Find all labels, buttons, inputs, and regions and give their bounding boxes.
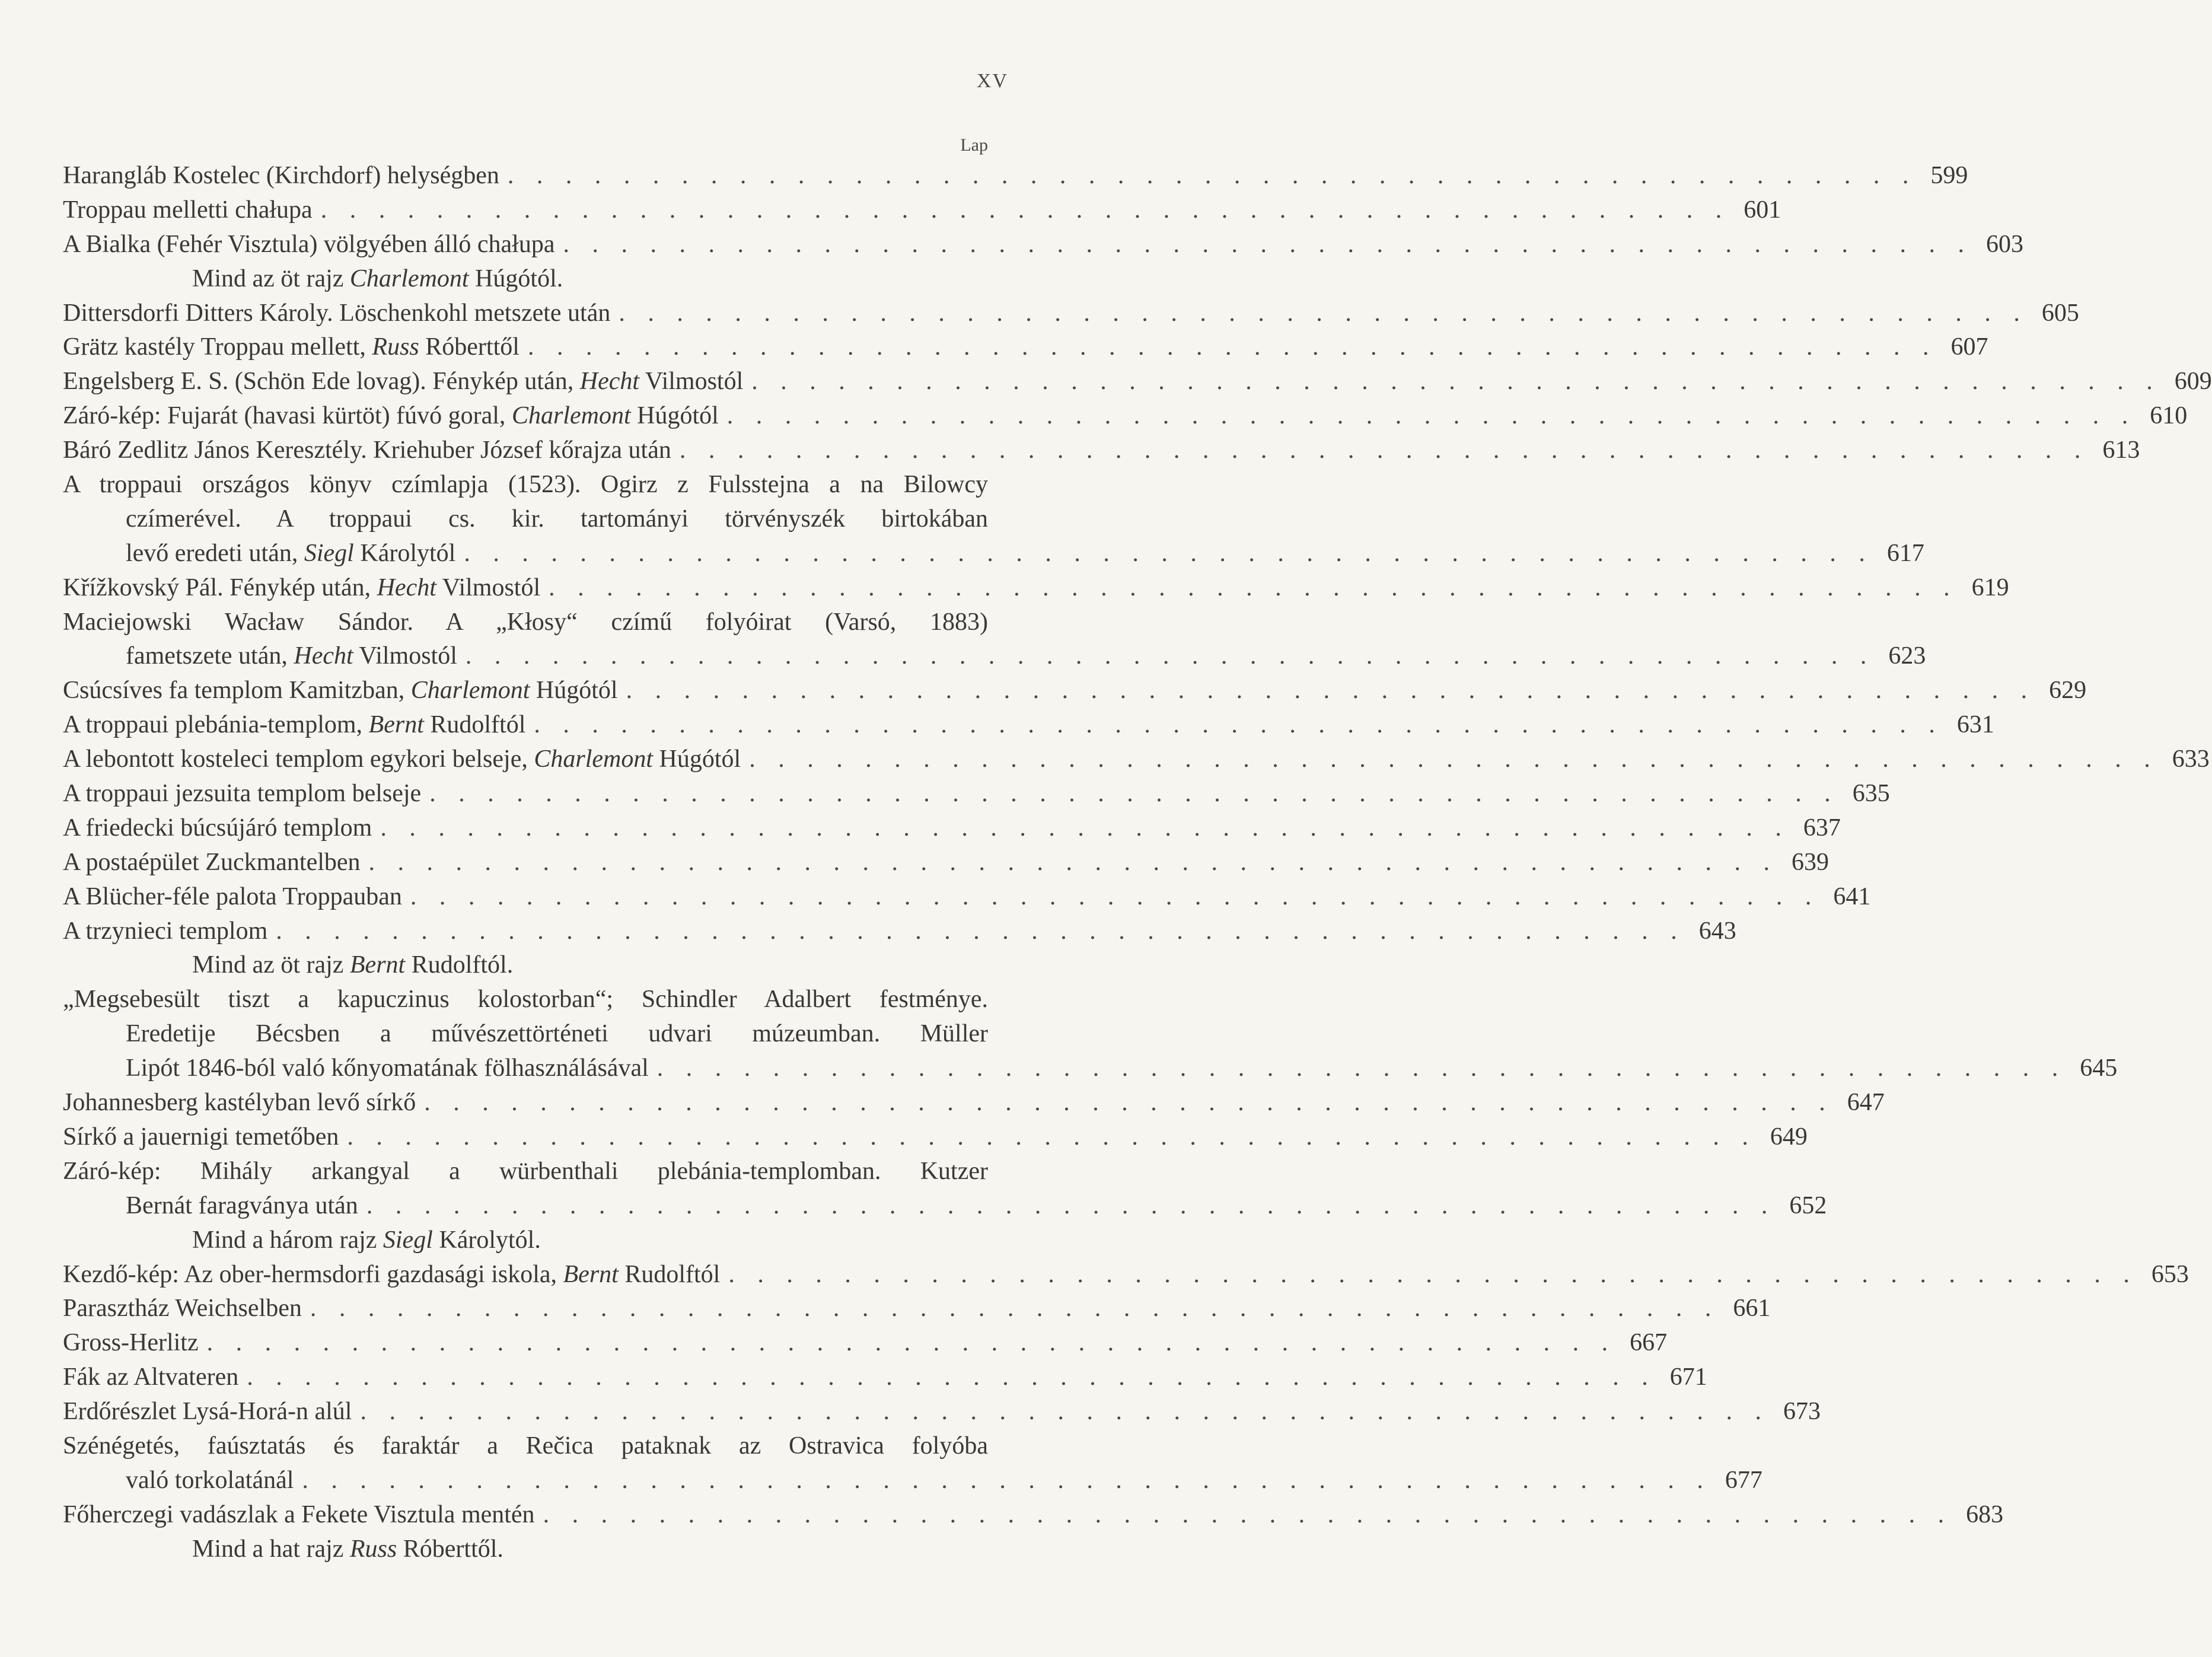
list-item — [63, 1498, 2004, 1532]
page-reference: 652 — [1789, 1191, 1827, 1219]
page-reference: 641 — [1833, 882, 1871, 910]
item-title — [63, 159, 499, 193]
dot-leader: . . . . . . . . . . . . . . . . . . . . . . . . . . . . . . . . . . . . . . . . . . . . . . . . . — [424, 1089, 1834, 1117]
page-reference: 635 — [1852, 780, 1890, 808]
title-suffix: Róberttől — [419, 333, 519, 361]
title-text: Engelsberg E. S. (Schön Ede lovag). Fénykép után, — [63, 368, 580, 396]
list-item — [63, 193, 1781, 228]
title-text: Eredetije Bécsben a művészettörténeti udvari múzeumban. Müller — [126, 1020, 988, 1048]
list-item — [63, 1326, 1668, 1360]
title-text: levő eredeti után, — [126, 539, 304, 567]
list-item-line — [63, 606, 988, 640]
title-text: „Megsebesült tiszt a kapuczinus kolostorban“; Schindler Adalbert festménye. — [63, 986, 988, 1014]
list-item — [63, 777, 1890, 811]
item-title — [63, 434, 671, 468]
item-title — [63, 1498, 535, 1532]
title-text: Mind az öt rajz — [192, 265, 350, 292]
title-text: Mind a hat rajz — [192, 1535, 350, 1563]
page-reference: 619 — [1971, 573, 2009, 601]
title-text: Gross-Herlitz — [63, 1329, 199, 1357]
title-text: A Blücher-féle palota Troppauban — [63, 882, 402, 910]
item-title — [63, 880, 402, 914]
item-title — [63, 1326, 199, 1360]
title-suffix: Húgótól — [530, 677, 618, 705]
item-title — [63, 914, 267, 949]
artist-name: Charlemont — [534, 745, 654, 773]
page-reference: 599 — [1930, 162, 1968, 189]
title-text: Sírkő a jauernigi temetőben — [63, 1123, 339, 1151]
dot-leader: . . . . . . . . . . . . . . . . . . . . . . . . . . . . . . . . . . . . . . . . . . . . . . . . . — [465, 642, 1875, 670]
page-reference: 610 — [2150, 402, 2188, 430]
page-reference: 673 — [1783, 1398, 1821, 1426]
item-title — [126, 1020, 988, 1047]
credit-line — [63, 1223, 988, 1258]
item-title — [63, 846, 361, 880]
dot-leader: . . . . . . . . . . . . . . . . . . . . . . . . . . . . . . . . . . . . . . . . . . . . . . . . . — [410, 882, 1820, 910]
title-text: Bernát faragványa után — [126, 1191, 358, 1219]
dot-leader: . . . . . . . . . . . . . . . . . . . . . . . . . . . . . . . . . . . . . . . . . . . . . . . . . — [360, 1398, 1770, 1426]
dot-leader: . . . . . . . . . . . . . . . . . . . . . . . . . . . . . . . . . . . . . . . . . . . . . . . . . — [619, 299, 2028, 327]
list-item-line — [63, 639, 1926, 674]
page-reference: 629 — [2049, 677, 2087, 705]
item-title — [63, 571, 540, 606]
title-text: Johannesberg kastélyban levő sírkő — [63, 1089, 416, 1117]
title-text: Erdőrészlet Lysá-Horá-n alúl — [63, 1398, 352, 1426]
item-title — [63, 1258, 720, 1292]
page-reference: 637 — [1803, 814, 1841, 842]
title-text: A troppaui plebánia-templom, — [63, 711, 369, 739]
item-title — [63, 471, 988, 498]
title-text: A troppaui jezsuita templom belseje — [63, 780, 422, 808]
title-text: Troppau melletti chałupa — [63, 196, 313, 224]
item-title — [63, 399, 719, 434]
item-title — [126, 537, 455, 571]
illustration-list — [63, 159, 2212, 1567]
item-title — [63, 1158, 988, 1185]
title-text: A lebontott kosteleci templom egykori belseje, — [63, 745, 534, 773]
list-item — [63, 1086, 1885, 1120]
page-reference: 647 — [1847, 1089, 1885, 1117]
page-reference: 607 — [1950, 333, 1988, 361]
item-title — [192, 262, 563, 297]
item-title — [63, 1395, 352, 1429]
item-title — [63, 708, 525, 743]
title-text: Dittersdorfi Ditters Károly. Löschenkohl metszete után — [63, 299, 611, 327]
title-text: Mind az öt rajz — [192, 951, 350, 979]
list-item-line — [63, 537, 1924, 571]
page-reference: 653 — [2151, 1260, 2189, 1288]
page-reference: 649 — [1770, 1123, 1808, 1151]
list-item — [63, 1120, 1808, 1155]
title-text: Mind a három rajz — [192, 1226, 383, 1254]
list-item — [63, 297, 2079, 331]
list-item — [63, 1395, 1821, 1429]
page-reference: 683 — [1966, 1500, 2004, 1528]
title-text: A postaépület Zuckmantelben — [63, 848, 361, 876]
artist-name: Charlemont — [349, 265, 469, 292]
title-text: Kezdő-kép: Az ober-hermsdorfi gazdasági iskola, — [63, 1260, 563, 1288]
dot-leader: . . . . . . . . . . . . . . . . . . . . . . . . . . . . . . . . . . . . . . . . . . . . . . . . . — [549, 573, 1958, 601]
item-title — [126, 505, 988, 533]
title-text: Lipót 1846-ból való kőnyomatának fölhasználásával — [126, 1054, 649, 1082]
dot-leader: . . . . . . . . . . . . . . . . . . . . . . . . . . . . . . . . . . . . . . . . . . . . . . . . . — [563, 230, 1972, 258]
credit-line — [63, 262, 988, 297]
artist-name: Hecht — [579, 368, 640, 396]
title-text: való torkolatánál — [126, 1466, 294, 1494]
dot-leader: . . . . . . . . . . . . . . . . . . . . . . . . . . . . . . . . . . . . . . . . . . . . . . . . . — [247, 1363, 1656, 1391]
list-item-line — [63, 1051, 2118, 1086]
list-item — [63, 674, 2087, 708]
title-suffix: Vilmostól — [436, 573, 541, 601]
title-text: A trzynieci templom — [63, 917, 268, 945]
title-text: Fák az Altvateren — [63, 1363, 239, 1391]
item-title — [63, 811, 372, 846]
item-title — [126, 1464, 294, 1498]
artist-name: Hecht — [377, 573, 436, 601]
item-title — [126, 1051, 649, 1086]
page-reference: 605 — [2041, 299, 2079, 327]
dot-leader: . . . . . . . . . . . . . . . . . . . . . . . . . . . . . . . . . . . . . . . . . . . . . . . . . — [749, 745, 2159, 773]
list-item — [63, 330, 1988, 365]
page-reference: 603 — [1985, 230, 2023, 258]
list-item — [63, 846, 1829, 880]
title-text: Křížkovský Pál. Fénykép után, — [63, 573, 377, 601]
item-title — [63, 228, 554, 262]
title-text: A friedecki búcsújáró templom — [63, 814, 372, 842]
list-item — [63, 434, 2140, 468]
item-title — [126, 639, 457, 674]
list-item-line — [63, 468, 988, 502]
title-text: Főherczegi vadászlak a Fekete Visztula mentén — [63, 1500, 535, 1528]
list-item — [63, 811, 1841, 846]
title-text: Záró-kép: Mihály arkangyal a würbenthali plebánia-templomban. Kutzer — [63, 1157, 988, 1185]
page-reference: 639 — [1792, 848, 1829, 876]
list-item — [63, 159, 1968, 193]
list-item — [63, 1360, 1707, 1395]
dot-leader: . . . . . . . . . . . . . . . . . . . . . . . . . . . . . . . . . . . . . . . . . . . . . . . . . — [679, 436, 2089, 464]
item-title — [63, 1432, 988, 1460]
dot-leader: . . . . . . . . . . . . . . . . . . . . . . . . . . . . . . . . . . . . . . . . . . . . . . . . . — [276, 917, 1685, 945]
item-title — [63, 1360, 238, 1395]
item-title — [63, 365, 743, 399]
item-title — [63, 1292, 302, 1326]
dot-leader: . . . . . . . . . . . . . . . . . . . . . . . . . . . . . . . . . . . . . . . . . . . . . . . . . — [380, 814, 1790, 842]
artist-name: Hecht — [294, 642, 353, 670]
list-item — [63, 228, 2023, 262]
page-reference: 633 — [2172, 745, 2210, 773]
artist-name: Bernt — [349, 951, 406, 979]
page-reference: 661 — [1733, 1295, 1771, 1323]
page-reference: 677 — [1725, 1466, 1762, 1494]
page-reference: 671 — [1669, 1363, 1707, 1391]
item-title — [192, 948, 513, 983]
title-suffix: Róberttől. — [397, 1535, 503, 1563]
dot-leader: . . . . . . . . . . . . . . . . . . . . . . . . . . . . . . . . . . . . . . . . . . . . . . . . . — [366, 1191, 1776, 1219]
page-reference: 623 — [1888, 642, 1926, 670]
list-item — [63, 880, 1871, 914]
dot-leader: . . . . . . . . . . . . . . . . . . . . . . . . . . . . . . . . . . . . . . . . . . . . . . . . . — [206, 1329, 1617, 1357]
dot-leader: . . . . . . . . . . . . . . . . . . . . . . . . . . . . . . . . . . . . . . . . . . . . . . . . . — [543, 1500, 1953, 1528]
page-reference: 643 — [1698, 917, 1736, 945]
title-text: Parasztház Weichselben — [63, 1295, 302, 1323]
item-title — [63, 777, 421, 811]
item-title — [63, 1120, 339, 1155]
title-suffix: Rudolftól — [618, 1260, 721, 1288]
column-header: Lap — [960, 135, 988, 155]
title-suffix: Vilmostól — [353, 642, 457, 670]
title-suffix: Károlytól — [353, 539, 456, 567]
dot-leader: . . . . . . . . . . . . . . . . . . . . . . . . . . . . . . . . . . . . . . . . . . . . . . . . . — [728, 1260, 2138, 1288]
dot-leader: . . . . . . . . . . . . . . . . . . . . . . . . . . . . . . . . . . . . . . . . . . . . . . . . . — [751, 368, 2161, 396]
title-text: Grätz kastély Troppau mellett, — [63, 333, 372, 361]
item-title — [192, 1532, 503, 1567]
page-reference: 645 — [2080, 1054, 2118, 1082]
page-reference: 609 — [2174, 368, 2212, 396]
list-item — [63, 399, 2188, 434]
list-item-line — [63, 1429, 988, 1464]
dot-leader: . . . . . . . . . . . . . . . . . . . . . . . . . . . . . . . . . . . . . . . . . . . . . . . . . — [726, 402, 2137, 430]
list-item — [63, 708, 1994, 743]
list-item — [63, 365, 2212, 399]
list-item-line — [63, 1155, 988, 1189]
title-suffix: Húgótól — [630, 402, 719, 430]
title-text: czímerével. A troppaui cs. kir. tartományi törvényszék birtokában — [126, 505, 988, 533]
dot-leader: . . . . . . . . . . . . . . . . . . . . . . . . . . . . . . . . . . . . . . . . . . . . . . . . . — [347, 1123, 1757, 1151]
artist-name: Charlemont — [511, 402, 631, 430]
artist-name: Siegl — [383, 1226, 433, 1254]
list-item-line — [63, 1464, 1762, 1498]
item-title — [63, 608, 988, 636]
dot-leader: . . . . . . . . . . . . . . . . . . . . . . . . . . . . . . . . . . . . . . . . . . . . . . . . . — [507, 162, 1917, 189]
list-item-line — [63, 983, 988, 1017]
title-text: A troppaui országos könyv czímlapja (1523). Ogirz z Fulsstejna a na Bilowcy — [63, 471, 988, 499]
title-text: fametszete után, — [126, 642, 294, 670]
dot-leader: . . . . . . . . . . . . . . . . . . . . . . . . . . . . . . . . . . . . . . . . . . . . . . . . . — [464, 539, 1873, 567]
item-title — [63, 743, 741, 777]
title-text: Báró Zedlitz János Keresztély. Kriehuber József kőrajza után — [63, 436, 671, 464]
dot-leader: . . . . . . . . . . . . . . . . . . . . . . . . . . . . . . . . . . . . . . . . . . . . . . . . . — [302, 1466, 1711, 1494]
title-text: Maciejowski Wacław Sándor. A „Kłosy“ czímű folyóirat (Varsó, 1883) — [63, 608, 988, 636]
item-title — [63, 330, 519, 365]
list-item-line — [63, 1189, 1827, 1223]
item-title — [126, 1189, 358, 1223]
dot-leader: . . . . . . . . . . . . . . . . . . . . . . . . . . . . . . . . . . . . . . . . . . . . . . . . . — [527, 333, 1937, 361]
item-title — [63, 986, 988, 1013]
list-item — [63, 571, 2009, 606]
credit-line — [63, 1532, 988, 1567]
artist-name: Bernt — [563, 1260, 619, 1288]
page-reference: 601 — [1744, 196, 1781, 224]
list-item — [63, 743, 2210, 777]
credit-line — [63, 948, 988, 983]
title-text: A Bialka (Fehér Visztula) völgyében álló chałupa — [63, 230, 555, 258]
title-text: Záró-kép: Fujarát (havasi kürtöt) fúvó goral, — [63, 402, 512, 430]
page-number: XV — [976, 70, 1008, 92]
title-suffix: Károlytól. — [432, 1226, 541, 1254]
title-suffix: Rudolftól — [423, 711, 526, 739]
dot-leader: . . . . . . . . . . . . . . . . . . . . . . . . . . . . . . . . . . . . . . . . . . . . . . . . . — [429, 780, 1839, 808]
page-reference: 667 — [1630, 1329, 1668, 1357]
title-suffix: Húgótól — [653, 745, 741, 773]
list-item-line — [63, 1017, 988, 1051]
title-text: Harangláb Kostelec (Kirchdorf) helységben — [63, 162, 499, 189]
item-title — [63, 674, 618, 708]
page-reference: 631 — [1956, 711, 1994, 739]
page-reference: 613 — [2102, 436, 2140, 464]
item-title — [192, 1223, 541, 1258]
list-item-line — [63, 502, 988, 537]
item-title — [63, 193, 313, 228]
artist-name: Russ — [372, 333, 419, 361]
artist-name: Russ — [349, 1535, 397, 1563]
list-item — [63, 1292, 1771, 1326]
dot-leader: . . . . . . . . . . . . . . . . . . . . . . . . . . . . . . . . . . . . . . . . . . . . . . . . . — [626, 677, 2036, 705]
artist-name: Charlemont — [410, 677, 530, 705]
title-suffix: Rudolftól. — [405, 951, 514, 979]
title-text: Szénégetés, faúsztatás és faraktár a Rečica pataknak az Ostravica folyóba — [63, 1432, 988, 1460]
dot-leader: . . . . . . . . . . . . . . . . . . . . . . . . . . . . . . . . . . . . . . . . . . . . . . . . . — [320, 196, 1730, 224]
list-item — [63, 1258, 2189, 1292]
list-item — [63, 914, 1736, 949]
dot-leader: . . . . . . . . . . . . . . . . . . . . . . . . . . . . . . . . . . . . . . . . . . . . . . . . . — [310, 1295, 1720, 1323]
artist-name: Siegl — [304, 539, 354, 567]
page-reference: 617 — [1886, 539, 1924, 567]
artist-name: Bernt — [368, 711, 424, 739]
title-text: Csúcsíves fa templom Kamitzban, — [63, 677, 411, 705]
item-title — [63, 1086, 416, 1120]
title-suffix: Húgótól. — [468, 265, 563, 292]
dot-leader: . . . . . . . . . . . . . . . . . . . . . . . . . . . . . . . . . . . . . . . . . . . . . . . . . — [534, 711, 1943, 739]
title-suffix: Vilmostól — [639, 368, 744, 396]
dot-leader: . . . . . . . . . . . . . . . . . . . . . . . . . . . . . . . . . . . . . . . . . . . . . . . . . — [656, 1054, 2067, 1082]
item-title — [63, 297, 610, 331]
dot-leader: . . . . . . . . . . . . . . . . . . . . . . . . . . . . . . . . . . . . . . . . . . . . . . . . . — [368, 848, 1778, 876]
